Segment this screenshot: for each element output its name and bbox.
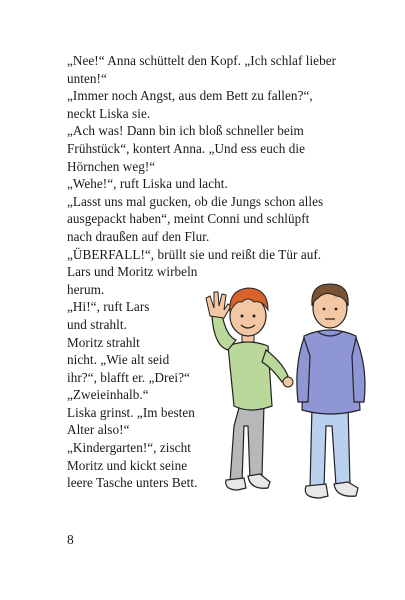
text-line: herum.: [67, 281, 105, 297]
text-line: Frühstück“, kontert Anna. „Und ess euch die: [67, 140, 306, 156]
paragraph: [67, 193, 367, 246]
text-line: Hörnchen weg!“: [67, 158, 156, 174]
text-line: „Zweieinhalb.“: [67, 387, 149, 403]
paragraph: [67, 122, 367, 175]
text-line: Liska grinst. „Im besten: [67, 404, 195, 420]
text-line: Lars und Moritz wirbeln: [67, 264, 198, 280]
text-line: „Hi!“, ruft Lars: [67, 299, 150, 315]
lars-figure: [206, 288, 293, 490]
text-line: ihr?“, blafft er. „Drei?“: [67, 369, 190, 385]
text-line: „Kindergarten!“, zischt: [67, 440, 191, 456]
text-line: Moritz und kickt seine: [67, 457, 188, 473]
text-line: ausgepackt haben“, meint Conni und schlüpft: [67, 211, 310, 227]
page-number: 8: [67, 532, 74, 547]
text-line: Moritz strahlt: [67, 334, 140, 350]
paragraph: [67, 87, 367, 122]
text-line: „Immer noch Angst, aus dem Bett zu fallen?“,: [67, 88, 313, 104]
text-line: „Ach was! Dann bin ich bloß schneller beim: [67, 123, 304, 139]
paragraph: [67, 52, 367, 87]
paragraph: [67, 175, 367, 193]
text-line: und strahlt.: [67, 316, 127, 332]
text-line: „Lasst uns mal gucken, ob die Jungs schon alles: [67, 193, 324, 209]
text-line: „ÜBERFALL!“, brüllt sie und reißt die Tür auf.: [67, 246, 322, 262]
text-line: neckt Liska sie.: [67, 105, 151, 121]
text-line: „Wehe!“, ruft Liska und lacht.: [67, 176, 228, 192]
text-line: unten!“: [67, 70, 107, 86]
text-line: nicht. „Wie alt seid: [67, 352, 170, 368]
text-line: Alter also!“: [67, 422, 130, 438]
text-line: nach draußen auf den Flur.: [67, 228, 210, 244]
text-line: „Nee!“ Anna schüttelt den Kopf. „Ich schlaf lieber: [67, 53, 337, 68]
moritz-figure: [297, 284, 365, 498]
text-line: leere Tasche unters Bett.: [67, 475, 198, 491]
boys-illustration: [198, 276, 388, 508]
